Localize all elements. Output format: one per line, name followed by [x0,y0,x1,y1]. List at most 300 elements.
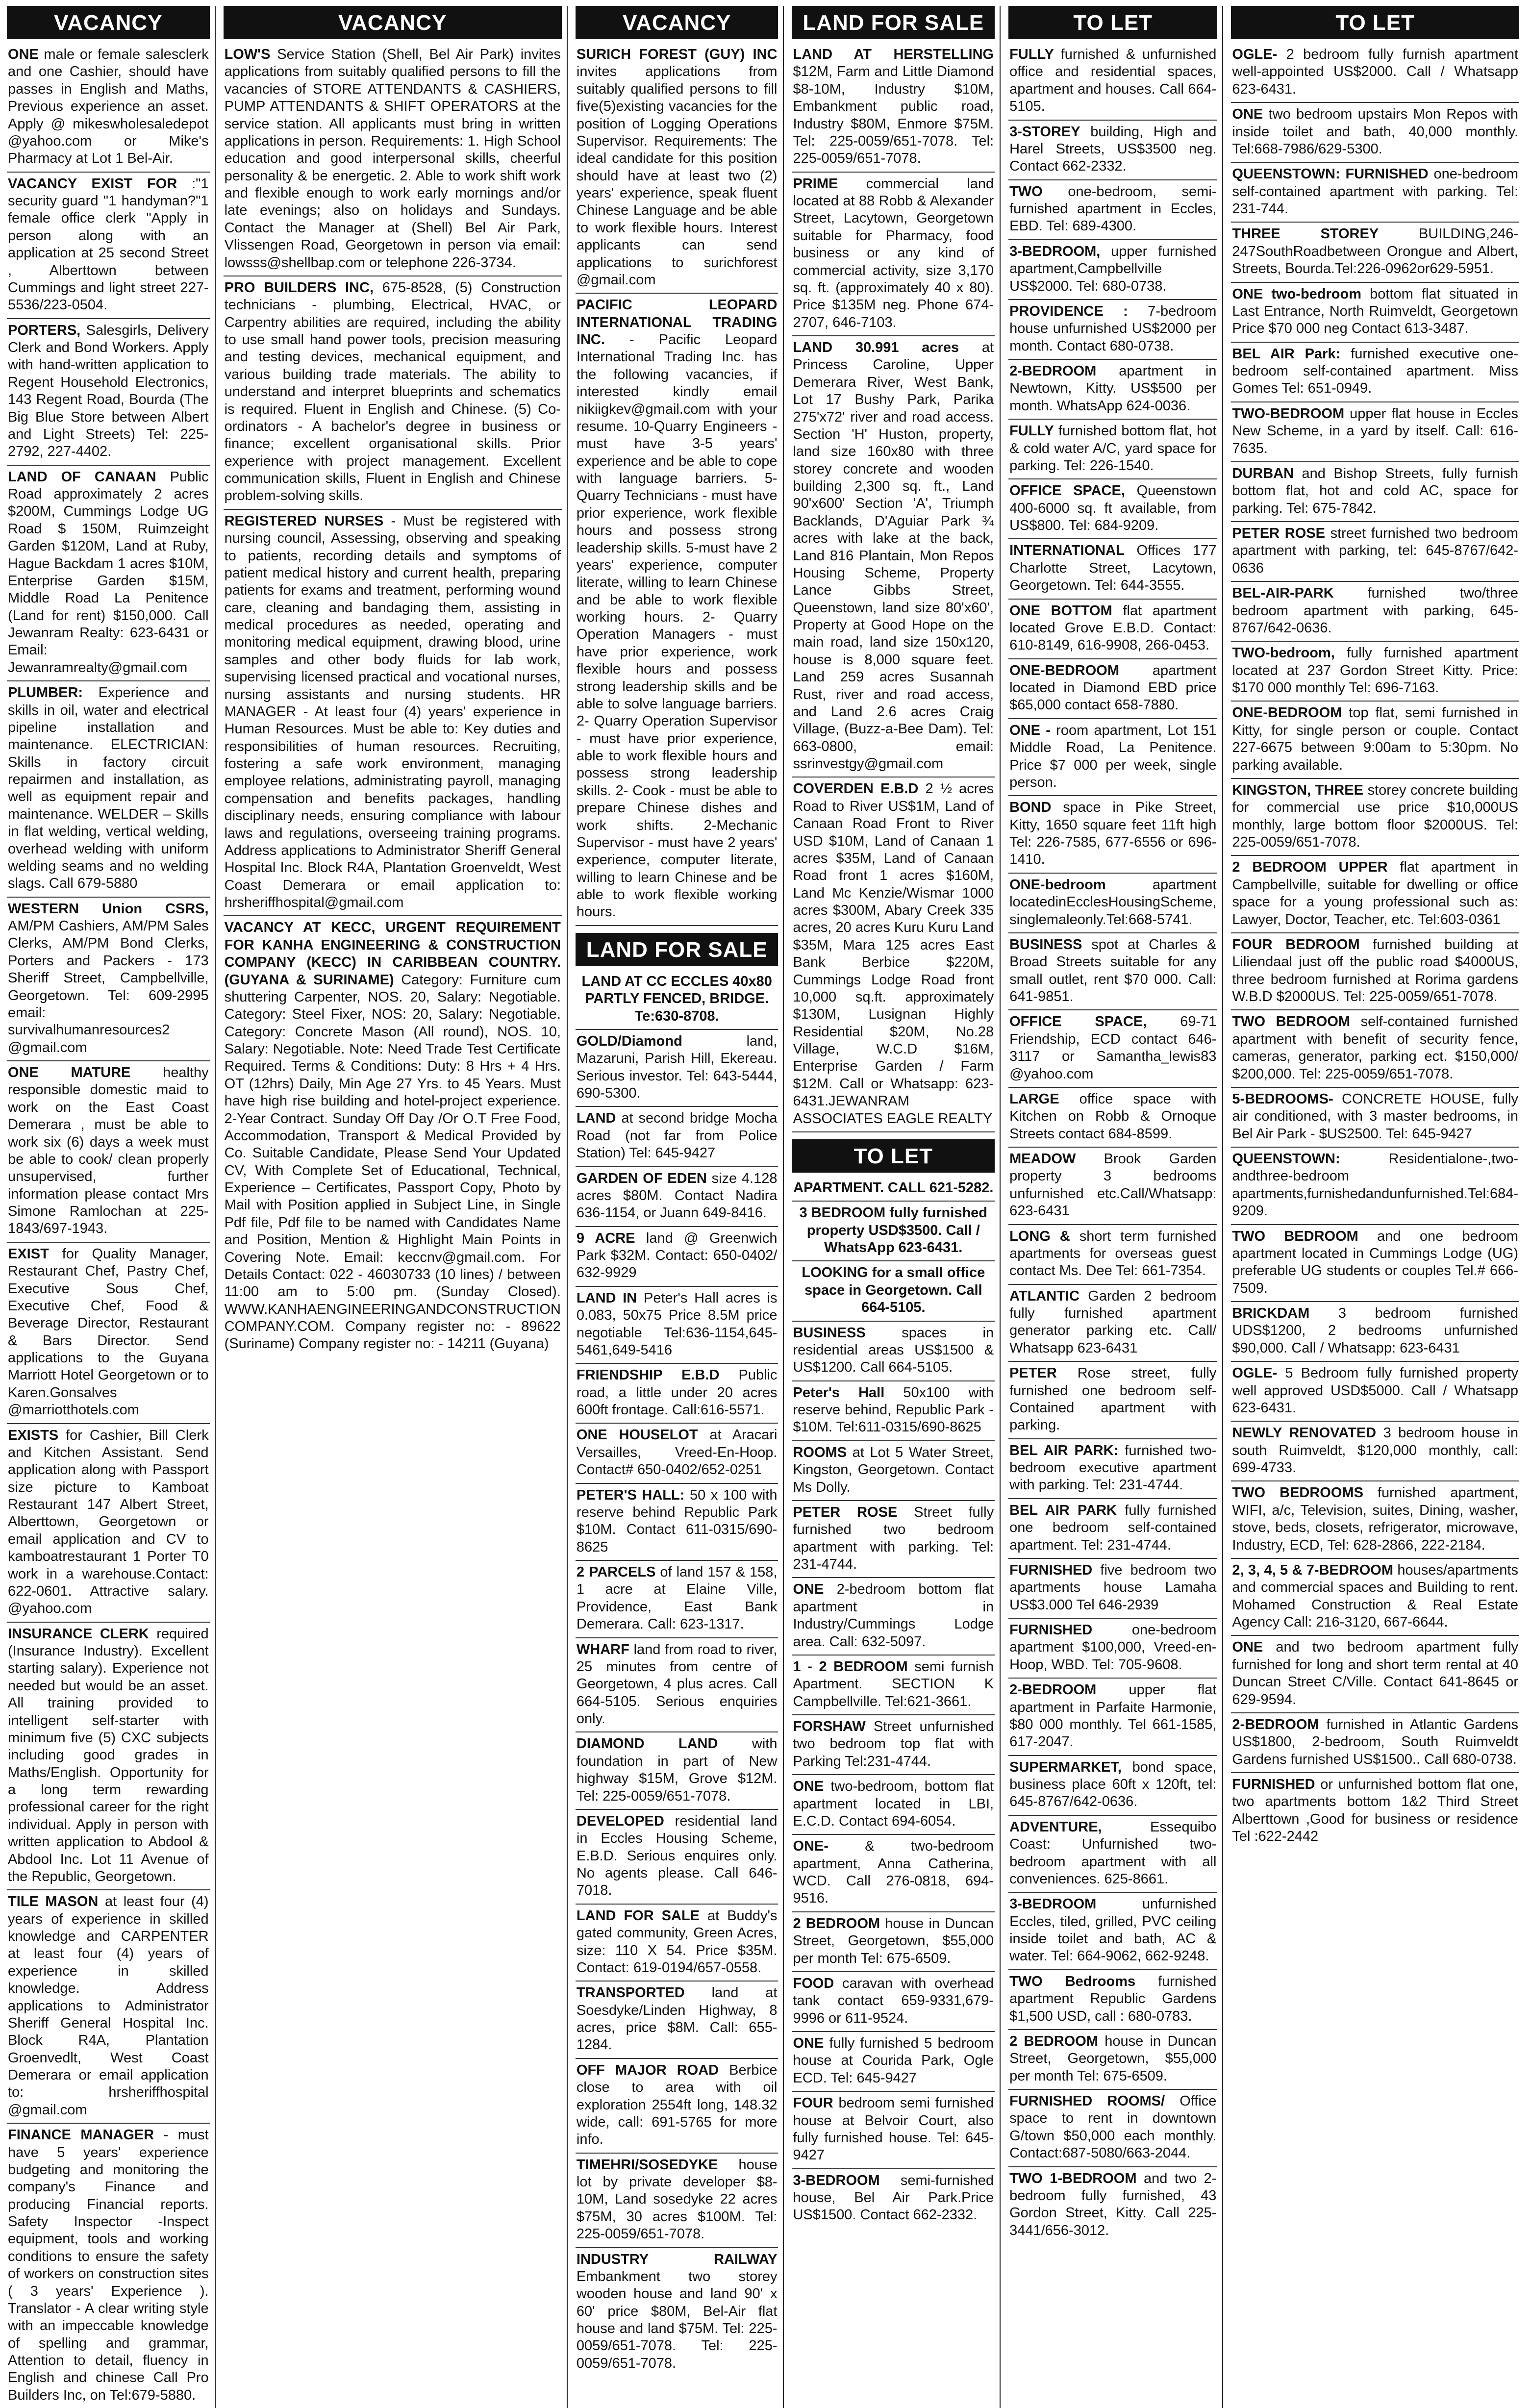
classified-ad [1008,1362,1217,1439]
ad-body: top flat, semi furnished in Kitty, for single person or couple. Contact 227-6675 between 9:00am to 5:30pm. No parking available. [1232,705,1518,773]
classified-ad [576,1905,778,1982]
ad-body: at Princess Caroline, Upper Demerara River, West Bank, Lot 17 Bushy Park, Parika 275'x72' river and road access. Section 'H' Huston, property, land size 160x80 with three storey concrete and wooden building 2,300 sq. ft., Land 90'x600' Section 'A', Triumph Backlands, D'Aguiar Park ¾ acres with lake at the back, Land 816 Plantain, Mon Repos Housing Scheme, Property Lance Gibbs Street, Queenstown, land size 80'x60', Property at Good Hope on the main road, land size 150x120, house is 8,000 square feet. Land 259 acres Susannah Rust, river and road access, and Land 2.6 acres Craig Village, (Buzz-a-Bee Dam). Tel: 663-0800, email: ssrinvestgy@gmail.com [793,340,994,772]
classified-ad [7,681,210,898]
classified-ad [1008,1756,1217,1816]
classified-ad [1008,180,1217,240]
ad-lead: PETER ROSE [793,1504,898,1520]
ad-lead: 2 BEDROOM UPPER [1232,859,1388,876]
ad-body: Garden 2 bedroom fully furnished apartment generator parking etc. Call/ Whatsapp 623-6431 [1009,1288,1217,1356]
ad-lead: TIMEHRI/SOSEDYKE [576,2157,718,2173]
classified-ad [576,2248,778,2377]
classified-ad [792,1441,995,1501]
column-6 [1231,6,1524,2408]
ad-lead: INDUSTRY RAILWAY [576,2251,778,2267]
ad-lead: APARTMENT. CALL 621-5282. [793,1179,994,1196]
ad-lead: BOND [1009,800,1052,816]
classified-ad [576,1810,778,1905]
column-2 [224,6,568,2408]
ad-body: Peter's Hall acres is 0.083, 50x75 Price 8.5M price negotiable Tel:636-1154,645-5461,649-5416 [576,1290,778,1358]
ad-body: AM/PM Cashiers, AM/PM Sales Clerks, AM/PM Bond Clerks, Porters and Packers - 173 Sheriff Street, Campbellville, Georgetown. Tel: 609-2995 email: survivalhumanresources2 @gmail.com [8,918,209,1055]
ad-lead: PACIFIC LEOPARD INTERNATIONAL TRADING INC. [576,297,778,348]
classified-ad [576,43,778,294]
section-header: LAND FOR SALE [576,933,778,966]
ad-lead: OFFICE SPACE, [1009,1014,1147,1030]
ad-body: Residentialone-,two-andthree-bedroom apartments,furnishedandunfurnished.Tel:684-9209. [1232,1151,1519,1219]
ad-lead: ONE- [793,1838,828,1855]
ad-lead: ONE-bedroom [1009,877,1106,893]
ad-lead: THREE STOREY [1232,226,1379,242]
ad-lead: BEL AIR PARK: [1009,1442,1119,1458]
ad-body: 2 bedroom fully furnish apartment well-appointed US$2000. Call / Whatsapp 623-6431. [1232,47,1519,97]
classified-ad [792,336,995,778]
ad-lead: FORSHAW [793,1719,866,1734]
classified-ad [1008,659,1217,719]
ad-lead: EXISTS [8,1427,59,1443]
ad-body: 50 x 100 with reserve behind Republic Park $10M. Contact 611-0315/690-8625 [576,1487,778,1555]
section-header: TO LET [792,1139,995,1173]
classified-ad [1008,600,1217,659]
ad-lead: FULLY [1009,47,1054,62]
ad-lead: SUPERMARKET, [1009,1759,1122,1775]
ad-body: five bedroom two apartments house Lamaha US$3.000 Tel 646-2939 [1009,1562,1217,1613]
ad-body: male or female salesclerk and one Cashier, should have passes in English and Maths, Previous experience an asset. Apply @ mikeswholesaledepot @yahoo.com or Mike's Pharmacy at Lot 1 Bel-Air. [8,47,209,167]
ad-lead: FULLY [1009,423,1054,439]
ad-lead: ONE two-bedroom [1232,286,1362,302]
classified-ad [7,1424,210,1623]
classified-ad [576,1167,778,1227]
ad-body: apartment in Newtown, Kitty. US$500 per month. WhatsApp 624-0036. [1009,363,1217,414]
ad-lead: TWO BEDROOM [1232,1014,1351,1030]
classified-ad [224,276,562,510]
classified-ad [1231,103,1519,163]
ad-lead: 2 BEDROOM [1009,2033,1098,2049]
classified-ad [1231,582,1519,642]
ad-lead: 2, 3, 4, 5 & 7-BEDROOM [1232,1562,1393,1578]
ad-body: 3 bedroom furnished UDS$1200, 2 bedrooms unfurnished $90,000. Call / Whatsapp: 623-6431 [1232,1305,1518,1356]
ad-body: flat apartment in Campbellville, suitable for dwelling or office space for a young professional such as: Lawyer, Doctor, Teacher, etc. Tel:603-0361 [1232,859,1518,928]
ad-lead: ONE MATURE [8,1065,131,1080]
ad-lead: ONE [793,1581,824,1598]
ad-body: furnished two/three bedroom apartment with parking, 645-8767/642-0636. [1232,585,1518,636]
column-4 [792,6,1001,2408]
ad-lead: WHARF [576,1641,629,1657]
ad-body: caravan with overhead tank contact 659-9331,679-9996 or 611-9524. [793,1975,994,2026]
ad-body: commercial land located at 88 Robb & Alexander Street, Lacytown, Georgetown suitable for Pharmacy, food business or any kind of commercial activity, size 3,170 sq. ft. (approximately 40 x 80). Price $135M neg. Phone 674-2707, 646-7103. [793,176,994,330]
ad-lead: LAND AT HERSTELLING [793,47,994,62]
ad-lead: ONE [1232,106,1263,123]
ad-body: land, Mazaruni, Parish Hill, Ekereau. Serious investor. Tel: 643-5444, 690-5300. [576,1033,778,1101]
classified-ad [1231,223,1519,282]
classified-ad [7,2124,210,2408]
ad-body: at Lot 5 Water Street, Kingston, Georgetown. Contact Ms Dolly. [793,1444,994,1495]
classified-ad [792,1715,995,1775]
ad-lead: OGLE- [1232,47,1278,62]
ad-body: storey concrete building for commercial use price $10,000US monthly, large bottom floor $2000US. Tel: 225-0059/651-7078. [1232,782,1518,850]
ad-lead: 9 ACRE [576,1230,635,1246]
ad-lead: TWO BEDROOM [1232,1228,1358,1244]
ad-lead: FURNISHED [1009,1622,1093,1638]
classified-ad [1231,1148,1519,1225]
ad-body: Street unfurnished two bedroom top flat with Parking Tel:231-4744. [793,1719,994,1769]
classified-ad [7,466,210,682]
classified-ad [1231,1362,1519,1422]
ad-lead: BUSINESS [1009,936,1082,953]
classified-ad [576,1424,778,1483]
section-header: VACANCY [576,6,778,39]
classified-ad [1231,642,1519,702]
classified-ad [792,43,995,173]
ad-lead: PROVIDENCE : [1009,303,1128,319]
ad-body: at Aracari Versailles, Vreed-En-Hoop. Contact# 650-0402/652-0251 [576,1427,778,1478]
ad-body: self-contained furnished apartment with benefit of security fence, cameras, generator, parking ect. $150,000/ $200,000. Tel: 225-0059/651-7078. [1232,1014,1518,1082]
ad-lead: BEL-AIR-PARK [1232,585,1334,602]
ad-lead: LAND AT CC ECCLES 40x80 PARTLY FENCED, BRIDGE. Te:630-8708. [581,973,772,1024]
ad-lead: TWO BEDROOMS [1232,1485,1363,1501]
classified-ad [1231,1302,1519,1362]
ad-lead: ONE - [1009,722,1051,738]
ad-body: land @ Greenwich Park $32M. Contact: 650-0402/ 632-9929 [576,1230,778,1281]
classified-ad [792,1322,995,1381]
classified-ad [1008,2167,1217,2244]
ad-body: of land 157 & 158, 1 acre at Elaine Ville, Providence, East Bank Demerara. Call: 623-1317. [576,1564,778,1632]
ad-body: Experience and skills in oil, water and electrical pipeline installation and maintenance. ELECTRICIAN: Skills in factory circuit repairmen and installation, as well as equipment repair and maintenance. WELDER – Skills in flat welding, vertical welding, overhead welding with uniform welding seams and no welding slags. Call 679-5880 [8,685,209,892]
ad-body: 2 ½ acres Road to River US$1M, Land of Canaan Road Front to River USD $10M, Land of Canaan 1 acres $35M, Land of Canaan Road front 1 acres $160M, Land Mc Kenzie/Wismar 1000 acres $300M, Abary Creek 335 acres, 20 acres Kuru Kuru Land $35M, Mara 125 acres East Bank Berbice $220M, Cummings Lodge Road front 10,000 sq.ft. approximately $130M, Lusignan Highly Residential $20M, No.28 Village, W.C.D $16M, Enterprise Garden / Farm $12M. Call or Whatsapp: 623-6431.JEWANRAM ASSOCIATES EAGLE REALTY [793,781,994,1127]
ad-lead: ONE HOUSELOT [576,1427,698,1443]
ad-body: space in Pike Street, Kitty, 1650 square feet 11ft high Tel: 226-7585, 677-6556 or 696-1410. [1009,800,1217,868]
ad-body: BUILDING,246-247SouthRoadbetween Orongue and Albert, Streets, Bourda.Tel:226-0962or629-5951. [1232,226,1519,277]
ad-lead: Peter's Hall [793,1384,885,1401]
classified-ad [792,1972,995,2032]
ad-lead: PRIME [793,176,838,192]
classified-ad [1231,522,1519,582]
classified-ad [576,1364,778,1424]
ad-lead: MEADOW [1009,1151,1076,1167]
ad-body: Service Station (Shell, Bel Air Park) invites applications from suitably qualified persons to fill the vacancies of STORE ATTENDANTS & CASHIERS, PUMP ATTENDANTS & SHIFT OPERATORS at the service station. All applicants must bring in written applications in person. Requirements: 1. High School education and good interpersonal skills, cheerful personality & be energetic. 2. Able to work shift work and flexible enough to work early mornings and/or late evenings; also on holidays and Sundays. Contact the Manager at (Shell) Bel Air Park, Vlissengen Road, Georgetown in person via email: lowsss@shellbap.com or telephone 226-3734. [224,47,561,271]
ad-body: at least four (4) years of experience in skilled knowledge and CARPENTER at least four (4) years of experience in skilled knowledge. Address applications to Administrator Sheriff General Hospital Inc. Block R4A, Plantation Groenvedlt, West Coast Demerara or email application to: hrsheriffhospital @gmail.com [8,1894,209,2118]
classified-ad [576,970,778,1030]
ad-body: bedroom semi furnished house at Belvoir Court, also fully furnished house. Tel: 645-9427 [793,2095,994,2163]
classified-ad [792,2169,995,2228]
ad-body: houses/apartments and commercial spaces and Building to rent. Mohamed Construction & Real Estate Agency Call: 216-3120, 667-6644. [1232,1562,1518,1630]
classified-ad [576,1484,778,1561]
classified-ad [576,1732,778,1810]
ad-lead: FURNISHED [1232,1777,1315,1792]
ad-lead: FURNISHED ROOMS/ [1009,2093,1165,2109]
ad-body: 69-71 Friendship, ECD contact 646- 3117 or Samantha_lewis83 @yahoo.com [1009,1014,1217,1082]
classified-ad [1231,462,1519,522]
ad-lead: TWO Bedrooms [1009,1973,1136,1989]
ad-lead: 3-STOREY [1009,124,1080,140]
classified-ad [576,1030,778,1107]
classified-ad [7,1061,210,1243]
ad-body: unfurnished Eccles, tiled, grilled, PVC ceiling inside toilet and bath, AC & water. Tel: 664-9062, 662-9248. [1009,1896,1217,1964]
classified-ad [7,319,210,466]
ad-lead: ATLANTIC [1009,1288,1079,1304]
classified-ad [1231,343,1519,402]
ad-body: land at Soesdyke/Linden Highway, 8 acres, price $8M. Call: 655-1284. [576,1985,778,2053]
ad-body: upper flat house in Eccles New Scheme, in a yard by itself. Call: 616-7635. [1232,405,1518,456]
classified-ad [792,1202,995,1261]
ad-body: Brook Garden property 3 bedrooms unfurnished etc.Call/Whatsapp: 623-6431 [1009,1151,1217,1219]
classified-ad [1231,933,1519,1011]
section-header: VACANCY [7,6,210,39]
ad-body: house lot by private developer $8-10M, Land sosedyke 22 acres $75M, 30 acres $100M. Tel: 225-0059/651-7078. [576,2157,778,2242]
classified-ad [1231,1422,1519,1481]
classified-ad [1008,874,1217,933]
ad-lead: EXIST [8,1246,49,1262]
classified-ad [1008,719,1217,797]
classified-ad [1008,479,1217,539]
classified-ad [1008,240,1217,300]
ad-lead: TWO 1-BEDROOM [1009,2170,1137,2186]
ad-lead: 2 PARCELS [576,1564,656,1580]
ad-lead: ONE [8,47,39,62]
ad-body: for Cashier, Bill Clerk and Kitchen Assistant. Send application along with Passport size picture to Kamboat Restaurant 147 Albert Street, Alberttown, Georgetown or email application and CV to kamboatrestaurant 1 Porter T0 work in a warehouse.Contact: 622-0601. Attractive salary. @yahoo.com [8,1427,209,1617]
classified-ad [576,1287,778,1364]
ad-body: two bedroom upstairs Mon Repos with inside toilet and bath, 40,000 monthly. Tel:668-7986/629-5300. [1232,106,1518,157]
classified-ad [792,2092,995,2169]
ad-lead: FRIENDSHIP E.B.D [576,1367,720,1383]
classified-ad [1231,163,1519,223]
ad-lead: 3-BEDROOM [1009,1896,1097,1912]
ad-body: flat apartment located Grove E.B.D. Contact: 610-8149, 616-9908, 266-0453. [1009,602,1217,653]
ad-body: and two 2-bedroom fully furnished, 43 Gordon Street, Kitty. Call 225- 3441/656-3012. [1009,2170,1217,2238]
ad-lead: COVERDEN E.B.D [793,781,919,797]
classified-ad [7,173,210,319]
ad-body: spaces in residential areas US$1500 & US$1200. Call 664-5105. [793,1325,994,1376]
ad-lead: 2-BEDROOM [1009,363,1097,379]
classified-ad [1231,1559,1519,1636]
ad-body: apartment locatedinEcclesHousingScheme, singlemaleonly.Tel:668-5741. [1009,877,1217,928]
ad-body: invites applications from suitably qualified persons to fill five(5)existing vacancies for the position of Logging Operations Supervisor. Requirements: The ideal candidate for this position should have at least two (2) years' experience, speak fluent Chinese Language and be able to work flexible hours. Interest applicants can send applications to surichforest @gmail.com [576,64,778,288]
ad-lead: ROOMS [793,1444,847,1460]
classified-ad [1008,1225,1217,1285]
classified-ad [1231,1636,1519,1713]
ad-lead: ONE [1232,1639,1263,1656]
classified-ad [792,778,995,1132]
ad-body: short term furnished apartments for overseas guest contact Ms. Dee Tel: 661-7354. [1009,1228,1217,1279]
ad-lead: VACANCY EXIST FOR [8,176,177,192]
ad-body: and Bishop Streets, fully furnish bottom flat, hot and cold AC, space for parking. Tel: 675-7842. [1232,465,1518,516]
ad-lead: GOLD/Diamond [576,1033,682,1049]
ad-lead: BUSINESS [793,1325,866,1341]
ad-body: Category: Furniture cum shuttering Carpenter, NOS. 20, Salary: Negotiable. Category: Steel Fixer, NOS: 20, Salary: Negotiable. Category: Concrete Mason (All round), NOS. 10, Salary: Negotiable. Note: Need Trade Test Certificate Required. Terms & Conditions: Duty: 8 Hrs + 4 Hrs. OT (12hrs) Daily, Min Age 27 Yrs. to 45 Years. Must have high rise building and hotel-project experience. 2-Year Contract. Sunday Off Day /Or O.T Free Food, Accommodation, Transport & Medical Provided by Co. Suitable Candidate, Please Send Your Updated CV, With Complete Set of Educational, Technical, Experience – Certificates, Passport Copy, Photo by Mail with Position applied in Subject Line, in Single Pdf file, Pdf file to be named with Candidates Name and Position, Mention & Highlight Main Points in Covering Note. Email: keccnv@gmail.com. For Details Contact: 022 - 46030733 (10 lines) / between 11:00 am to 5:00 pm. (Sunday Closed). WWW.KANHAENGINEERINGANDCONSTRUCTION COMPANY.COM. Company register no: - 89622 (Suriname) Company register no: - 14211 (Guyana) [224,972,561,1352]
classified-ad [576,1561,778,1638]
ad-lead: WESTERN Union CSRS, [8,901,209,917]
ad-body: house in Duncan Street, Georgetown, $55,000 per month Tel: 675-6509. [1009,2033,1217,2084]
column-1 [7,6,216,2408]
ad-lead: LOOKING for a small office space in Georgetown. Call 664-5105. [802,1265,985,1316]
ad-body: fully furnished one bedroom self-contained apartment. Tel: 231-4744. [1009,1502,1217,1553]
classified-ad [1231,1481,1519,1559]
ad-lead: PETER'S HALL: [576,1487,685,1503]
ad-lead: BEL AIR Park: [1232,346,1341,362]
ad-body: furnished two-bedroom executive apartment with parking. Tel: 231-4744. [1009,1442,1217,1493]
ad-lead: 5-BEDROOMS- [1232,1091,1333,1107]
classified-ad [7,1623,210,1891]
classified-ad [224,510,562,917]
ad-lead: 1 - 2 BEDROOM [793,1658,908,1675]
ad-lead: QUEENSTOWN: [1232,1151,1340,1167]
classified-ad [1008,420,1217,479]
ad-body: - Pacific Leopard International Trading Inc. has the following vacancies, if interested kindly email nikiigkev@gmail.com with your resume. 10-Quarry Engineers - must have 3-5 years' experience and be able to cope with language barriers. 5-Quarry Technicians - must have prior experience, work flexible hours and possess strong leadership skills. 5-must have 2 years' experience, computer literate, willing to learn Chinese and be able to work flexible working hours. 2- Quarry Operation Managers - must have prior experience, work flexible hours and possess strong leadership skills and be able to solve language barriers. 2- Quarry Operation Supervisor - must have prior experience, able to work flexible hours and possess strong leadership skills. 2- Cook - must be able to prepare Chinese dishes and work shifts. 2-Mechanic Supervisor - must have 2 years' experience, computer literate, willing to learn Chinese and be able to work flexible working hours. [576,332,778,920]
ad-lead: 3 BEDROOM fully furnished property USD$3500. Call / WhatsApp 623-6431. [799,1205,988,1255]
ad-body: Office space to rent in downtown G/town $50,000 each monthly. Contact:687-5080/663-2044. [1009,2093,1217,2161]
classified-ad [1231,779,1519,856]
classified-ad [576,2154,778,2248]
ad-body: bottom flat situated in Last Entrance, North Ruimveldt, Georgetown Price $70 000 neg Contact 613-3487. [1232,286,1518,337]
ad-body: or unfurnished bottom flat one, two apartments bottom 1&2 Third Street Alberttown ,Good for business or residence Tel :622-2442 [1232,1777,1519,1845]
ad-body: Embankment two storey wooden house and land 90' x 60' price $80M, Bel-Air flat house and land $75M. Tel: 225-0059/651-7078. Tel: 225-0059/651-7078. [576,2268,778,2371]
classified-ad [1008,1148,1217,1225]
column-5 [1008,6,1223,2408]
ad-lead: ONE BOTTOM [1009,602,1112,619]
ad-body: apartment located in Diamond EBD price $65,000 contact 658-7880. [1009,662,1217,713]
ad-body: 5 Bedroom fully furnished property well approved USD$5000. Call / Whatsapp 623-6431. [1232,1365,1518,1416]
classified-ad [1231,1010,1519,1088]
ad-body: Salesgirls, Delivery Clerk and Bond Workers. Apply with hand-written application to Regent Household Electronics, 143 Regent Road, Bourda (The Big Blue Store between Albert and Light Streets) Tel: 225-2792, 227-4402. [8,322,209,460]
ad-body: land from road to river, 25 minutes from centre of Georgetown, 4 plus acres. Call 664-5105. Serious enquiries only. [576,1641,778,1727]
ad-body: 2-bedroom bottom flat apartment in Industry/Cummings Lodge area. Call: 632-5097. [793,1581,994,1650]
ad-lead: SURICH FOREST (GUY) INC [576,47,778,62]
ad-body: furnished executive one-bedroom self-contained apartment. Miss Gomes Tel: 651-0949. [1232,346,1518,397]
classified-ad [792,2032,995,2092]
ad-lead: DEVELOPED [576,1813,664,1829]
ad-body: one-bedroom apartment $100,000, Vreed-en-Hoop, WBD. Tel: 705-9608. [1009,1622,1217,1673]
classified-ad [1231,1713,1519,1773]
ad-lead: 2-BEDROOM [1009,1682,1097,1698]
classified-ad [792,1835,995,1912]
classified-ad [1008,1439,1217,1499]
classified-ad [1008,2030,1217,2090]
ad-lead: ONE [793,1779,824,1795]
classified-ad [1231,1088,1519,1148]
classified-ad [1231,43,1519,103]
ad-lead: INSURANCE CLERK [8,1626,149,1642]
ad-body: for Quality Manager, Restaurant Chef, Pastry Chef, Executive Sous Chef, Executive Chef, Food & Beverage Director, Restaurant & Bars Director. Send applications to the Guyana Marriott Hotel Georgetown or to Karen.Gonsalves @marriotthotels.com [8,1246,209,1418]
classified-ad [7,898,210,1061]
classified-ad [576,2059,778,2154]
classified-ad [576,1982,778,2059]
ad-body: Berbice close to area with oil exploration 2554ft long, 148.32 wide, call: 691-5765 for more info. [576,2062,778,2148]
ad-lead: FURNISHED [1009,1562,1093,1578]
ad-lead: KINGSTON, THREE [1232,782,1363,798]
ad-body: spot at Charles & Broad Streets suitable for any small outlet, rent $70 000. Call: 641-9851. [1009,936,1217,1004]
ad-body: & two-bedroom apartment, Anna Catherina, WCD. Call 276-0818, 694-9516. [793,1838,994,1906]
section-header: VACANCY [224,6,562,39]
ad-lead: ONE [793,2035,824,2051]
classified-ad [792,1177,995,1202]
ad-lead: PRO BUILDERS INC, [224,279,374,296]
classified-ad [224,43,562,276]
ad-body: bond space, business place 60ft x 120ft, tel: 645-8767/642-0636. [1009,1759,1217,1810]
ad-body: required (Insurance Industry). Excellent starting salary). Experience not needed but would be an asset. All training provided to intelligent self-starter with minimum five (5) CXC subjects including good grades in Maths/English. Opportunity for a long term rewarding professional career for the right individual. Apply in person with written application to Abdool & Abdool Inc. Lot 11 Avenue of the Republic, Georgetown. [8,1626,209,1884]
classified-ad [1231,702,1519,779]
classified-ad [7,1890,210,2124]
classified-ad [792,1578,995,1656]
ad-body: Essequibo Coast: Unfurnished two-bedroom apartment with all conveniences. 625-8661. [1009,1819,1217,1887]
classified-ad [7,43,210,173]
ad-lead: LONG & [1009,1228,1070,1244]
ad-lead: TILE MASON [8,1894,99,1910]
ad-body: two-bedroom, bottom flat apartment located in LBI, E.C.D. Contact 694-6054. [793,1779,994,1829]
ad-lead: 3-BEDROOM, [1009,243,1101,259]
ad-lead: 2 BEDROOM [793,1915,880,1931]
ad-body: fully furnished apartment located at 237 Gordon Street Kitty. Price: $170 000 monthly Tel: 696-7163. [1232,645,1518,696]
ad-body: semi-furnished house, Bel Air Park.Price US$1500. Contact 662-2332. [793,2172,994,2223]
classified-ad [576,1638,778,1733]
ad-body: at second bridge Mocha Road (not far from Police Station) Tel: 645-9427 [576,1110,778,1161]
section-header: TO LET [1231,6,1519,39]
ad-body: semi furnish Apartment. SECTION K Campbellville. Tel:621-3661. [793,1658,994,1709]
classified-ad [7,1243,210,1424]
ad-body: Street fully furnished two bedroom apartment with parking. Tel: 231-4744. [793,1504,994,1572]
ad-lead: NEWLY RENOVATED [1232,1425,1377,1441]
ad-body: one-bedroom self-contained apartment with parking. Tel: 231-744. [1232,166,1519,217]
classified-ad [1008,43,1217,121]
ad-body: Offices 177 Charlotte Street, Lacytown, Georgetown. Tel: 644-3555. [1009,543,1217,594]
classified-ad [792,1381,995,1441]
classified-ad [792,1261,995,1321]
ad-body: 7-bedroom house unfurnished US$2000 per month. Contact 680-0738. [1009,303,1217,354]
classified-ad [1008,121,1217,180]
column-3 [576,6,784,2408]
classified-ad [576,1227,778,1287]
classified-ad [1008,1088,1217,1148]
ad-body: size 4.128 acres $80M. Contact Nadira 636-1154, or Juann 649-8416. [576,1170,778,1221]
ad-lead: ONE-BEDROOM [1009,662,1120,678]
ad-body: office space with Kitchen on Robb & Ornoque Streets contact 684-8599. [1009,1091,1217,1142]
ad-body: building, High and Harel Streets, US$3500 neg. Contact 662-2332. [1009,124,1217,175]
ad-body: furnished building at Liliendaal just off the public road $4000US, three bedroom furnished at Rorima gardens W.B.D $2000US. Tel: 225-0059/651-7078. [1232,936,1518,1004]
classified-ad [1231,1773,1519,1850]
ad-lead: DIAMOND LAND [576,1736,718,1752]
ad-lead: PLUMBER: [8,685,83,701]
ad-body: furnished apartment, WIFI, a/c, Television, suites, Dining, washer, stove, beds, closets, refrigerator, microwave, Industry, ECD, Tel: 628-2866, 222-2184. [1232,1485,1518,1553]
classified-ad [1008,2090,1217,2167]
classified-ad [792,1501,995,1579]
classified-ad [792,1656,995,1715]
ad-body: Rose street, fully furnished one bedroom self- Contained apartment with parking. [1009,1365,1217,1433]
classified-ad [1008,1285,1217,1362]
ad-body: CONCRETE HOUSE, fully air conditioned, with 3 master bedrooms, in Bel Air Park - $US2500. Tel: 645-9427 [1232,1091,1518,1142]
ad-lead: TWO-BEDROOM [1232,405,1345,422]
ad-lead: TWO [1009,183,1043,200]
ad-lead: FOUR [793,2095,833,2111]
ad-lead: TWO-bedroom, [1232,645,1335,661]
ad-body: Queenstown 400-6000 sq. ft available, from US$800. Tel: 684-9209. [1009,483,1217,533]
ad-lead: LAND IN [576,1290,637,1306]
classified-ad [1008,1619,1217,1679]
ad-body: - Must be registered with nursing council, Assessing, observing and speaking to patients, recording details and symptoms of patient medical history and current health, preparing patients for exams and treatment, performing wound care, cleaning and bandaging them, assisting in medical procedures as needed, operating and monitoring medical equipment, drawing blood, urine samples and other body fluids for lab work, supervising licensed practical and vocational nurses, nursing assistants and nursing students. HR MANAGER - At least four (4) years' experience in Human Resources. Must be able to: Key duties and responsibilities of human resources. Recruiting, fostering a safe work environment, managing employee relations, administrating payroll, managing compensation and benefits packages, handling disciplinary needs, ensuring compliance with labour laws and regulations, overseeing training programs. Address applications to Administrator Sheriff General Hospital Inc. Block R4A, Plantation Groenveldt, West Coast Demerara or email application to: hrsheriffhospital@gmail.com [224,513,561,910]
ad-lead: BRICKDAM [1232,1305,1310,1321]
classified-ad [1231,856,1519,933]
ad-body: upper furnished apartment,Campbellville US$2000. Tel: 680-0738. [1009,243,1217,294]
ad-body: :"1 security guard "1 handyman?"1 female office clerk "Apply in person along with an application at 25 second Street , Alberttown between Cummings and light street 227-5536/223-0504. [8,176,209,313]
classified-ad [792,173,995,336]
ad-body: $12M, Farm and Little Diamond $8-10M, Industry $10M, Embankment public road, Industry $80M, Enmore $75M. Tel: 225-0059/651-7078. Tel: 225-0059/651-7078. [793,64,994,167]
classified-ad [224,916,562,1356]
ad-lead: BEL AIR PARK [1009,1502,1117,1518]
classified-ad [1008,539,1217,599]
ad-lead: LOW'S [224,47,271,62]
ad-lead: OFFICE SPACE, [1009,483,1125,499]
ad-lead: PETER [1009,1365,1057,1381]
ad-lead: LAND [576,1110,616,1127]
ad-body: street furnished two bedroom apartment with parking, tel: 645-8767/642-0636 [1232,526,1518,576]
ad-body: furnished in Atlantic Gardens US$1800, 2-bedroom, South Ruimveldt Gardens furnished US$1500.. Call 680-0738. [1232,1716,1518,1767]
ad-lead: LAND FOR SALE [576,1907,700,1924]
